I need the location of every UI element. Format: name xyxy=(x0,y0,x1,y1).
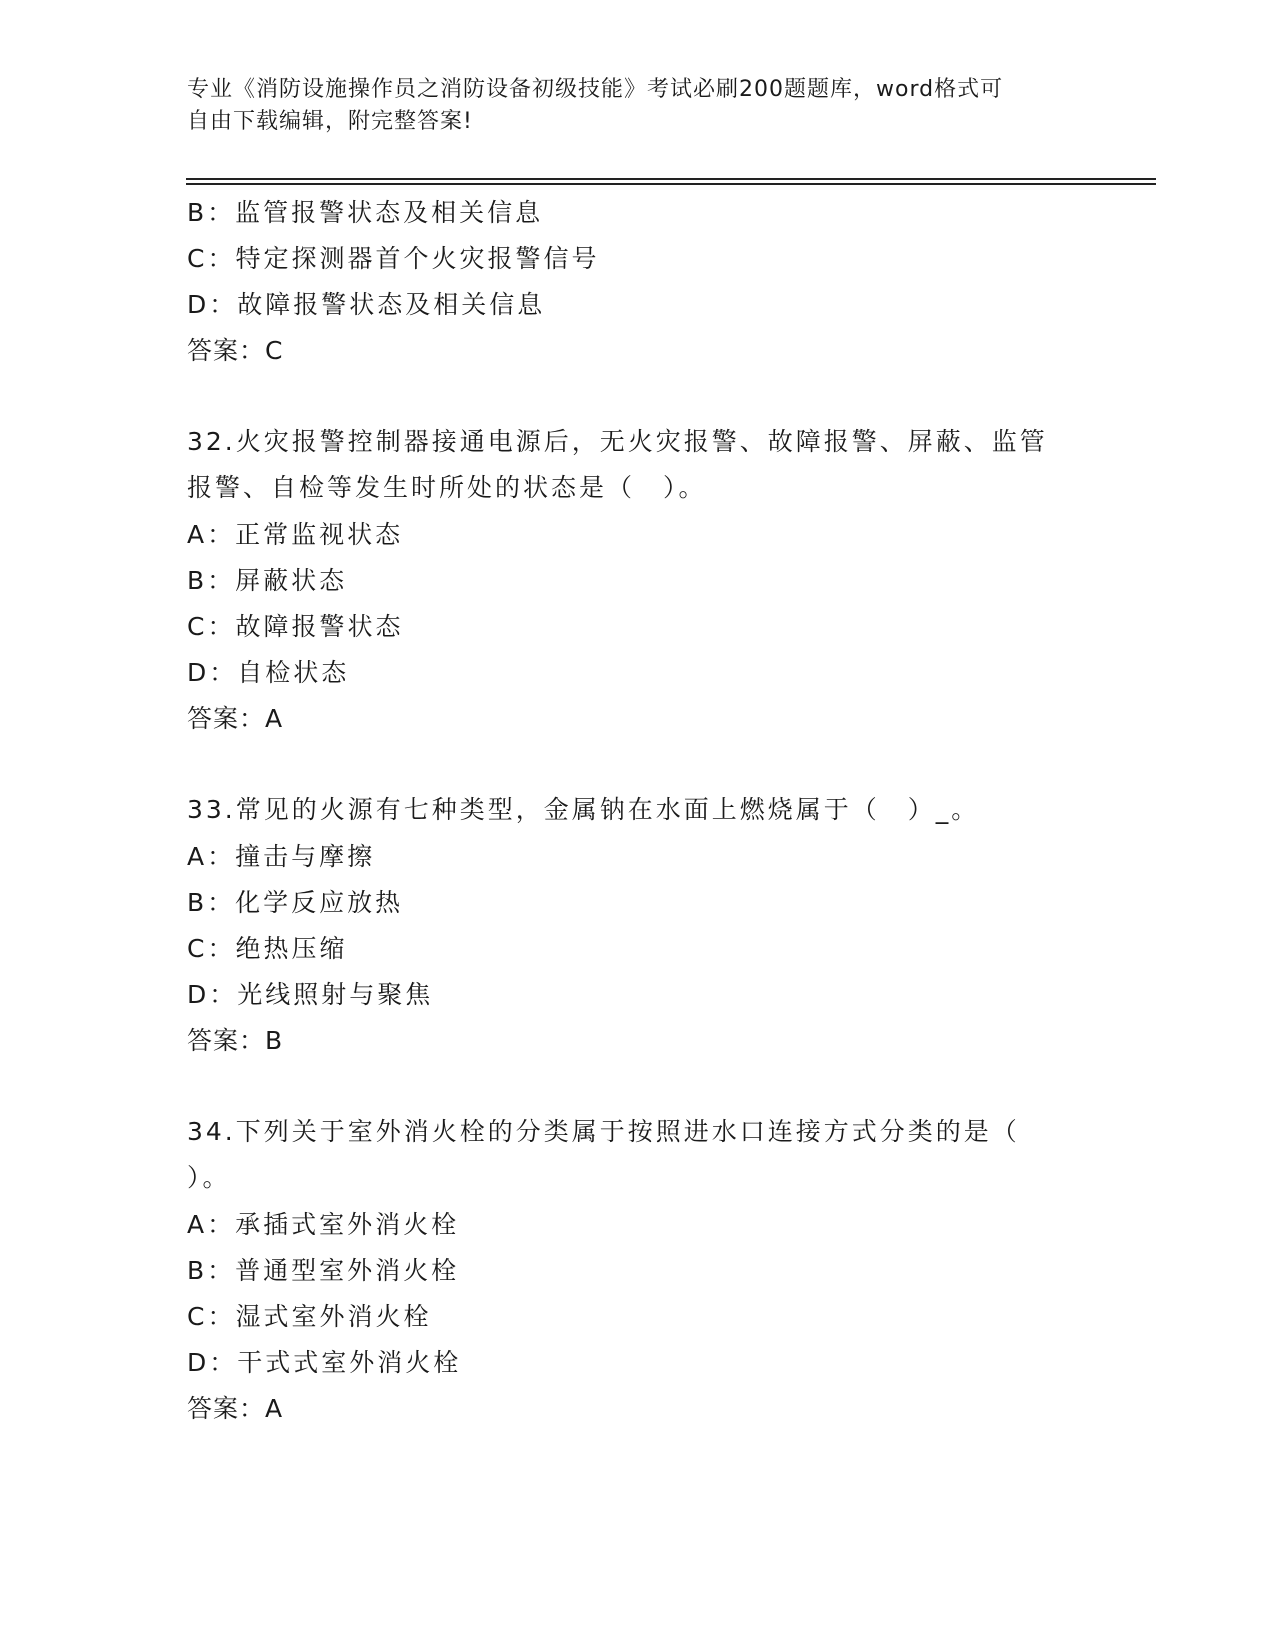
question-spacer xyxy=(187,1064,1087,1110)
option-c: C：特定探测器首个火灾报警信号 xyxy=(187,244,600,273)
option-d: D：光线照射与聚焦 xyxy=(187,980,434,1009)
header-divider-top xyxy=(186,178,1156,180)
option-b: B：普通型室外消火栓 xyxy=(187,1256,460,1285)
answer-line: 答案：A xyxy=(187,704,284,733)
option-c: C：湿式室外消火栓 xyxy=(187,1302,432,1331)
question-31-block xyxy=(187,190,1087,374)
option-b: B：屏蔽状态 xyxy=(187,566,348,595)
document-header xyxy=(187,74,1067,138)
option-b: B：监管报警状态及相关信息 xyxy=(187,198,544,227)
question-spacer xyxy=(187,742,1087,788)
header-title-line-2: 自由下载编辑，附完整答案! xyxy=(187,109,473,134)
option-c: C：故障报警状态 xyxy=(187,612,404,641)
header-title-line-1: 专业《消防设施操作员之消防设备初级技能》考试必刷200题题库，word格式可 xyxy=(187,77,1004,102)
question-stem-line-1: 32.火灾报警控制器接通电源后，无火灾报警、故障报警、屏蔽、监管 xyxy=(187,427,1048,456)
question-stem-line-1: 34.下列关于室外消火栓的分类属于按照进水口连接方式分类的是（ xyxy=(187,1117,1020,1146)
option-c: C：绝热压缩 xyxy=(187,934,348,963)
option-a: A：撞击与摩擦 xyxy=(187,842,376,871)
question-33-block xyxy=(187,788,1087,1064)
option-d: D：自检状态 xyxy=(187,658,350,687)
option-a: A：正常监视状态 xyxy=(187,520,404,549)
option-a: A：承插式室外消火栓 xyxy=(187,1210,460,1239)
option-d: D：干式式室外消火栓 xyxy=(187,1348,462,1377)
answer-line: 答案：B xyxy=(187,1026,284,1055)
question-stem-line-2: 报警、自检等发生时所处的状态是（ ）。 xyxy=(187,473,707,502)
question-list xyxy=(187,190,1087,1432)
option-b: B：化学反应放热 xyxy=(187,888,404,917)
answer-line: 答案：C xyxy=(187,336,284,365)
option-d: D：故障报警状态及相关信息 xyxy=(187,290,546,319)
question-32-block xyxy=(187,420,1087,742)
question-34-block xyxy=(187,1110,1087,1432)
header-divider-bottom xyxy=(186,183,1156,185)
question-stem-line-1: 33.常见的火源有七种类型，金属钠在水面上燃烧属于（ ）_。 xyxy=(187,795,980,824)
question-stem-line-2: ）。 xyxy=(187,1163,231,1192)
question-spacer xyxy=(187,374,1087,420)
answer-line: 答案：A xyxy=(187,1394,284,1423)
